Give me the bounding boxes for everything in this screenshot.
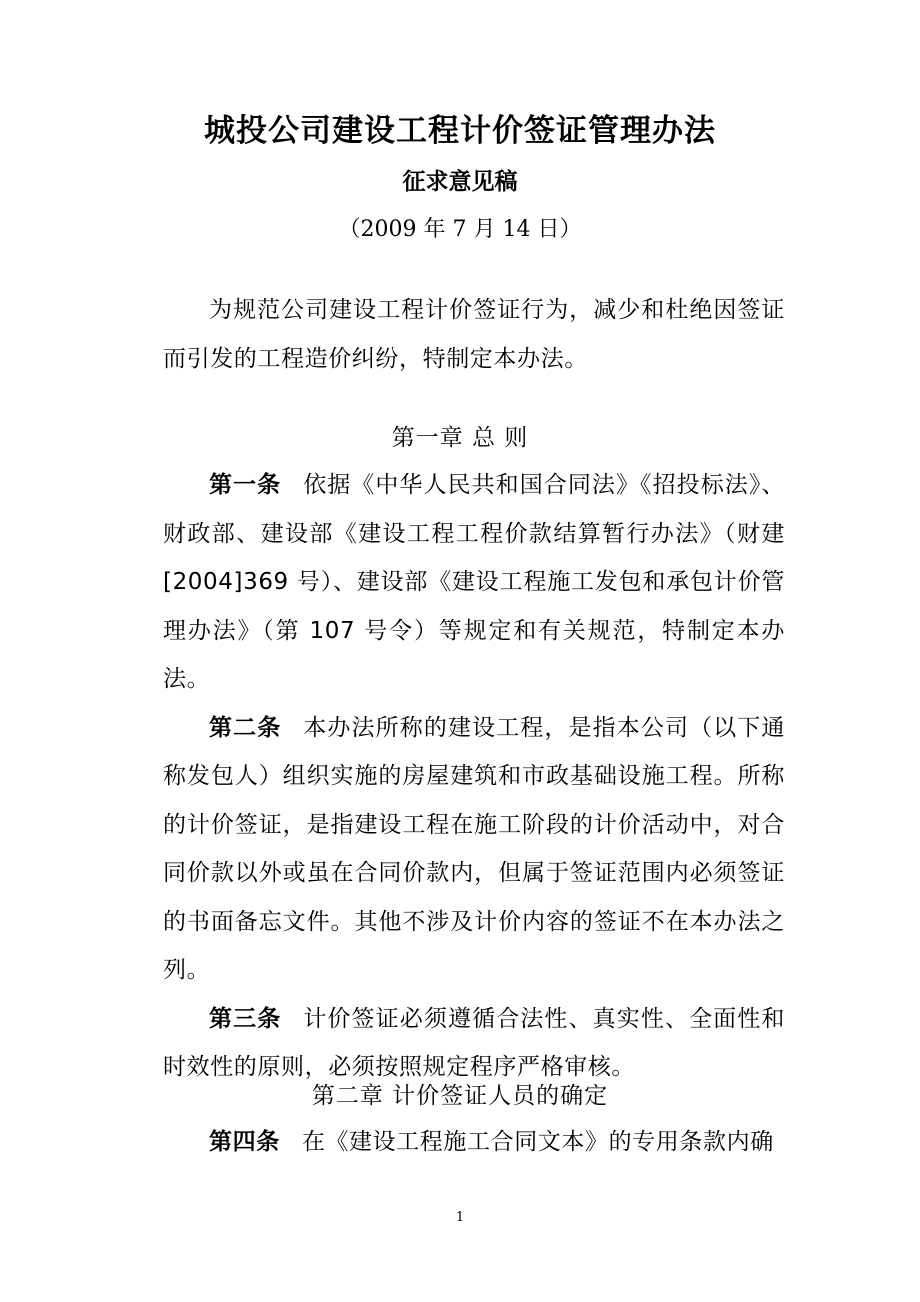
chapter-heading: 第二章 计价签证人员的确定 — [311, 1083, 609, 1109]
article — [163, 461, 785, 704]
page-number: 1 — [455, 1210, 465, 1225]
document-title: 城投公司建设工程计价签证管理办法 — [204, 113, 716, 149]
article-label: 第四条 — [209, 1129, 280, 1155]
document-subtitle: 征求意见稿 — [402, 169, 518, 195]
article-text: 本办法所称的建设工程，是指本公司（以下通称发包人）组织实施的房屋建筑和市政基础设施工程。所称的计价签证，是指建设工程在施工阶段的计价活动中，对合同价款以外或虽在合同价款内，但属于签证范围内必须签证的书面备忘文件。其他不涉及计价内容的签证不在本办法之列。 — [163, 714, 785, 983]
chapter-heading: 第一章 总 则 — [391, 425, 529, 451]
chapter-body — [163, 1118, 785, 1167]
article-label: 第三条 — [209, 1005, 282, 1032]
article — [163, 1118, 785, 1167]
article — [163, 704, 785, 995]
article-text: 在《建设工程施工合同文本》的专用条款内确 — [301, 1129, 774, 1155]
article-label: 第一条 — [209, 472, 282, 498]
document-date: （2009 年 7 月 14 日） — [338, 217, 582, 242]
chapter-body — [163, 461, 785, 1092]
article-text: 计价签证必须遵循合法性、真实性、全面性和时效性的原则，必须按照规定程序严格审核。 — [163, 1005, 785, 1080]
intro-text: 为规范公司建设工程计价签证行为，减少和杜绝因签证而引发的工程造价纠纷，特制定本办法。 — [163, 297, 785, 372]
intro-paragraph — [163, 286, 785, 383]
article-text: 依据《中华人民共和国合同法》《招投标法》、财政部、建设部《建设工程工程价款结算暂行办法》（财建[2004]369 号）、建设部《建设工程施工发包和承包计价管理办法》（第 107 号令）等规定和有关规范，特制定本办法。 — [163, 472, 785, 692]
article-label: 第二条 — [209, 714, 282, 741]
